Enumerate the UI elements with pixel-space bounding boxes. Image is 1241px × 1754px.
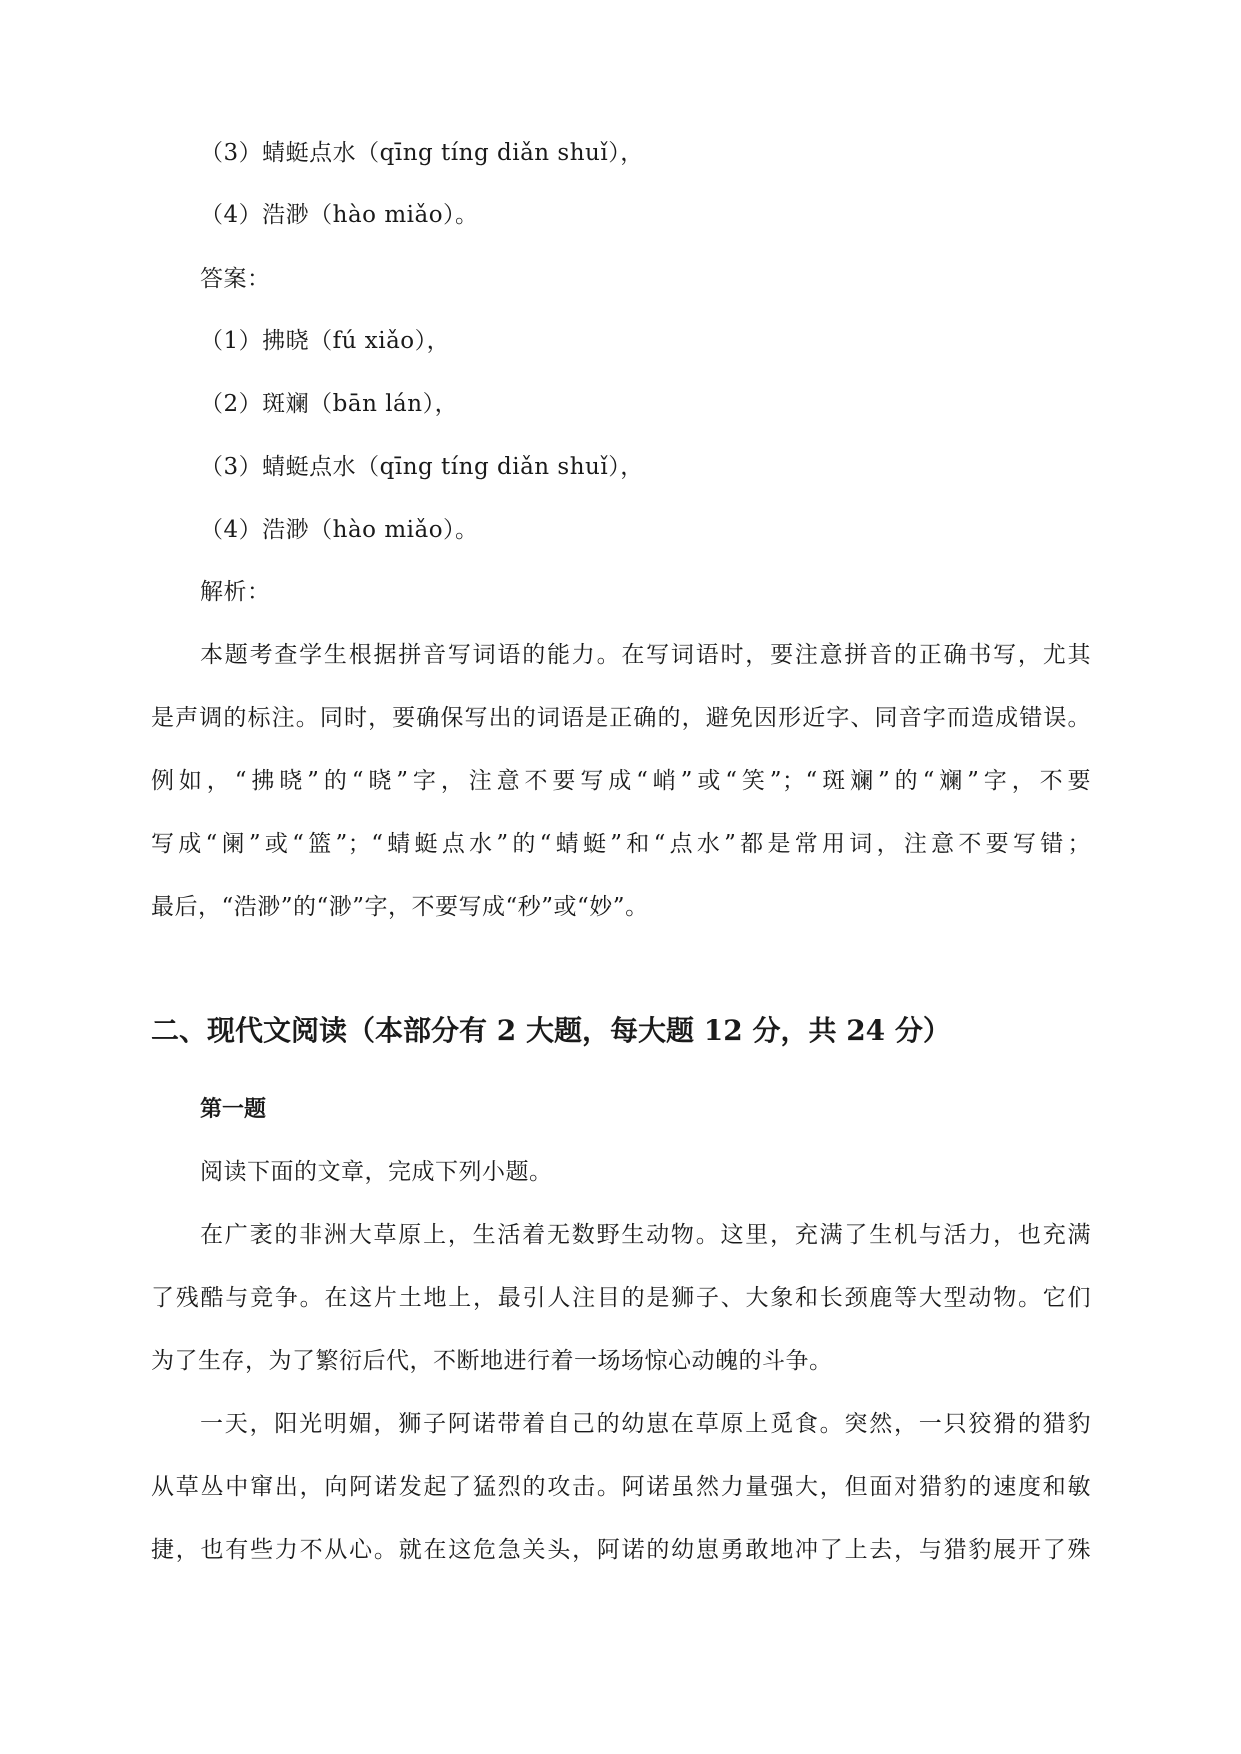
passage-line-3: 为了生存，为了繁衍后代，不断地进行着一场场惊心动魄的斗争。 bbox=[151, 1348, 833, 1374]
analysis-line-5: 最后，“浩渺”的“渺”字，不要写成“秒”或“妙”。 bbox=[151, 894, 649, 920]
answer-item-2: （2）斑斓（bān lán）， bbox=[200, 391, 459, 417]
analysis-line-4: 写成“阑”或“篮”；“蜻蜓点水”的“蜻蜓”和“点水”都是常用词，注意不要写错； bbox=[151, 831, 1091, 857]
passage-line-6: 捷，也有些力不从心。就在这危急关头，阿诺的幼崽勇敢地冲了上去，与猎豹展开了殊 bbox=[151, 1537, 1091, 1563]
passage-line-2: 了残酷与竞争。在这片土地上，最引人注目的是狮子、大象和长颈鹿等大型动物。它们 bbox=[151, 1285, 1091, 1311]
answer-item-4: （4）浩渺（hào miǎo）。 bbox=[200, 517, 479, 543]
passage-line-5: 从草丛中窜出，向阿诺发起了猛烈的攻击。阿诺虽然力量强大，但面对猎豹的速度和敏 bbox=[151, 1474, 1091, 1500]
answer-label: 答案： bbox=[200, 266, 271, 292]
section-heading: 二、现代文阅读（本部分有 2 大题，每大题 12 分，共 24 分） bbox=[151, 1014, 951, 1047]
analysis-line-3: 例如，“拂晓”的“晓”字，注意不要写成“峭”或“笑”；“斑斓”的“斓”字，不要 bbox=[151, 768, 1091, 794]
answer-item-1: （1）拂晓（fú xiǎo）， bbox=[200, 328, 451, 354]
analysis-line-1: 本题考查学生根据拼音写词语的能力。在写词语时，要注意拼音的正确书写，尤其 bbox=[200, 642, 1091, 668]
passage-line-1: 在广袤的非洲大草原上，生活着无数野生动物。这里，充满了生机与活力，也充满 bbox=[200, 1222, 1091, 1248]
analysis-label: 解析： bbox=[200, 579, 271, 605]
question-item-3: （3）蜻蜓点水（qīng tíng diǎn shuǐ）， bbox=[200, 140, 644, 166]
analysis-line-2: 是声调的标注。同时，要确保写出的词语是正确的，避免因形近字、同音字而造成错误。 bbox=[151, 705, 1091, 731]
passage-line-4: 一天，阳光明媚，狮子阿诺带着自己的幼崽在草原上觅食。突然，一只狡猾的猎豹 bbox=[200, 1411, 1091, 1437]
answer-item-3: （3）蜻蜓点水（qīng tíng diǎn shuǐ）， bbox=[200, 454, 644, 480]
reading-instruction: 阅读下面的文章，完成下列小题。 bbox=[200, 1159, 553, 1185]
question-title: 第一题 bbox=[200, 1096, 267, 1122]
question-item-4: （4）浩渺（hào miǎo）。 bbox=[200, 202, 479, 228]
